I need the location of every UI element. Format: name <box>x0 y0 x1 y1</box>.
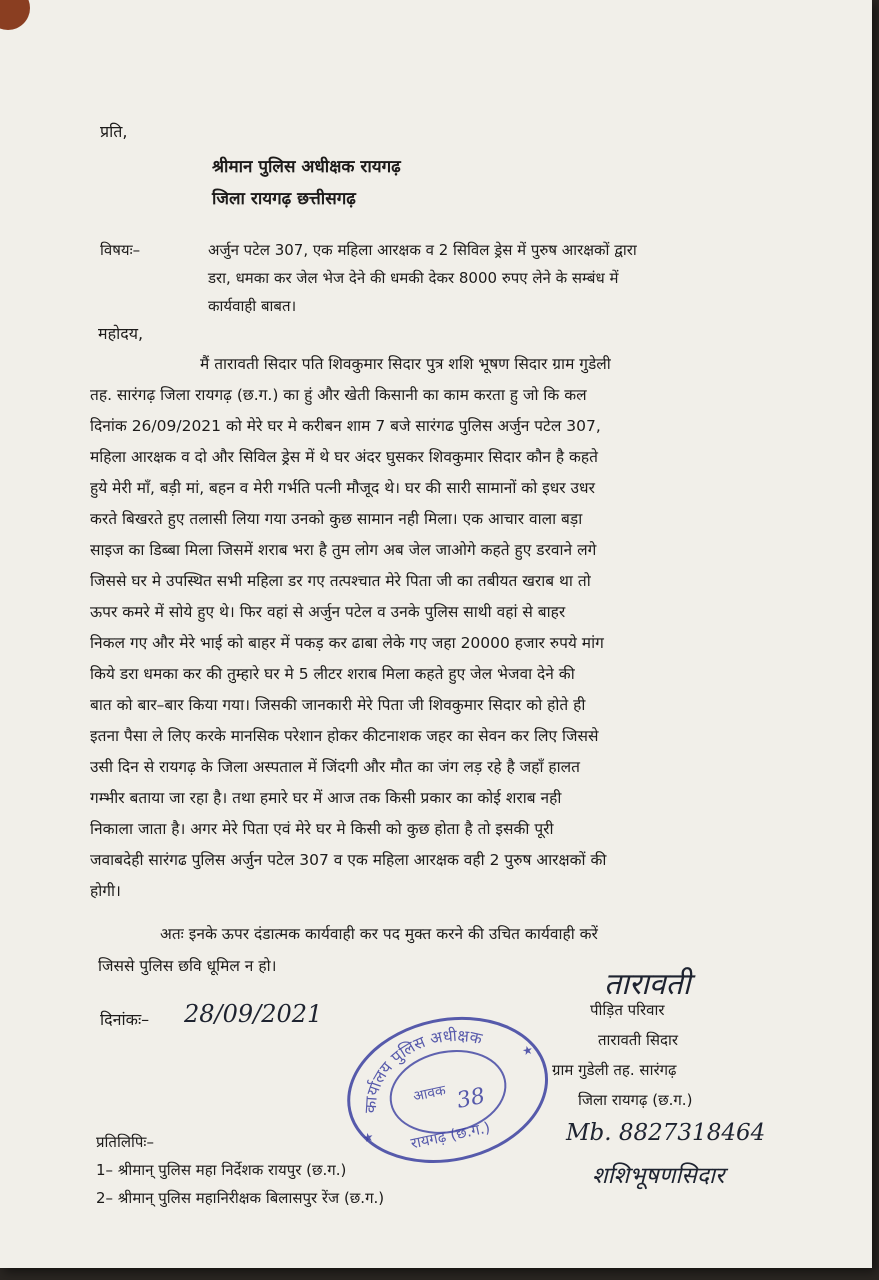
signature: तारावती <box>604 967 691 1002</box>
addressee-line-2: जिला रायगढ़ छत्तीसगढ़ <box>212 189 356 209</box>
second-signature: शशिभूषणसिदार <box>592 1163 725 1189</box>
subject-line: डरा, धमका कर जेल भेज देने की धमकी देकर 8000 रुपए लेने के सम्बंध में <box>208 269 619 287</box>
subject-line: कार्यवाही बाबत। <box>208 297 297 315</box>
body-line: जवाबदेही सारंगढ पुलिस अर्जुन पटेल 307 व एक महिला आरक्षक वही 2 पुरुष आरक्षकों की <box>90 851 607 869</box>
stamp-star-icon: ★ <box>361 1129 375 1146</box>
body-line: उसी दिन से रायगढ़ के जिला अस्पताल में जिंदगी और मौत का जंग लड़ रहे है जहाँ हालत <box>90 758 581 776</box>
body-line: किये डरा धमका कर की तुम्हारे घर मे 5 लीटर शराब मिला कहते हुए जेल भेजवा देने की <box>90 665 575 683</box>
body-line: होगी। <box>90 882 121 900</box>
body-line: गम्भीर बताया जा रहा है। तथा हमारे घर में आज तक किसी प्रकार का कोई शराब नही <box>90 789 562 807</box>
office-stamp <box>329 992 566 1182</box>
subject-label: विषयः– <box>100 241 141 259</box>
body-line: निकल गए और मेरे भाई को बाहर में पकड़ कर ढाबा लेके गए जहा 20000 हजार रुपये मांग <box>90 634 604 652</box>
stamp-number: 38 <box>454 1083 488 1114</box>
sender-line: जिला रायगढ़ (छ.ग.) <box>578 1091 693 1109</box>
body-line: करते बिखरते हुए तलासी लिया गया उनको कुछ सामान नही मिला। एक आचार वाला बड़ा <box>90 510 583 528</box>
body-line: तह. सारंगढ़ जिला रायगढ़ (छ.ग.) का हुं और खेती किसानी का काम करता हु जो कि कल <box>90 386 587 404</box>
body-line: हुये मेरी माँ, बड़ी मां, बहन व मेरी गर्भति पत्नी मौजूद थे। घर की सारी सामानों को इधर उधर <box>90 479 595 497</box>
to-label: प्रति, <box>100 122 128 141</box>
body-line: निकाला जाता है। अगर मेरे पिता एवं मेरे घर मे किसी को कुछ होता है तो इसकी पूरी <box>90 820 554 838</box>
handwritten-date: 28/09/2021 <box>184 1000 323 1028</box>
cc-label: प्रतिलिपिः– <box>96 1133 154 1151</box>
handwritten-mobile: Mb. 8827318464 <box>566 1120 766 1146</box>
page-corner-shadow <box>0 0 30 30</box>
salutation: महोदय, <box>98 324 144 343</box>
request-line: जिससे पुलिस छवि धूमिल न हो। <box>98 957 277 975</box>
date-label: दिनांकः– <box>100 1010 150 1029</box>
body-line: ऊपर कमरे में सोये हुए थे। फिर वहां से अर्जुन पटेल व उनके पुलिस साथी वहां से बाहर <box>90 603 566 621</box>
stamp-bottom-text: रायगढ़ (छ.ग.) <box>409 1118 492 1153</box>
sender-line: ग्राम गुडेली तह. सारंगढ़ <box>552 1061 677 1079</box>
body-line: मैं तारावती सिदार पति शिवकुमार सिदार पुत्र शशि भूषण सिदार ग्राम गुडेली <box>200 355 611 373</box>
addressee-line-1: श्रीमान पुलिस अधीक्षक रायगढ़ <box>212 157 401 177</box>
request-line: अतः इनके ऊपर दंडात्मक कार्यवाही कर पद मुक्त करने की उचित कार्यवाही करें <box>160 925 598 943</box>
body-line: जिससे घर मे उपस्थित सभी महिला डर गए तत्पश्चात मेरे पिता जी का तबीयत खराब था तो <box>90 572 591 590</box>
sender-line: पीड़ित परिवार <box>590 1001 665 1019</box>
body-line: साइज का डिब्बा मिला जिसमें शराब भरा है तुम लोग अब जेल जाओगे कहते हुए डरवाने लगे <box>90 541 597 559</box>
cc-item: 1– श्रीमान् पुलिस महा निर्देशक रायपुर (छ.ग.) <box>96 1161 347 1179</box>
subject-line: अर्जुन पटेल 307, एक महिला आरक्षक व 2 सिविल ड्रेस में पुरुष आरक्षकों द्वारा <box>208 241 637 259</box>
sender-line: तारावती सिदार <box>598 1031 679 1049</box>
body-line: दिनांक 26/09/2021 को मेरे घर मे करीबन शाम 7 बजे सारंगढ पुलिस अर्जुन पटेल 307, <box>90 417 601 435</box>
body-line: महिला आरक्षक व दो और सिविल ड्रेस में थे घर अंदर घुसकर शिवकुमार सिदार कौन है कहते <box>90 448 598 466</box>
stamp-star-icon: ★ <box>520 1042 535 1059</box>
cc-item: 2– श्रीमान् पुलिस महानिरीक्षक बिलासपुर रेंज (छ.ग.) <box>96 1189 385 1207</box>
body-line: इतना पैसा ले लिए करके मानसिक परेशान होकर कीटनाशक जहर का सेवन कर लिए जिससे <box>90 727 599 745</box>
stamp-outer-text: कार्यालय पुलिस अधीक्षक <box>360 1025 484 1114</box>
body-line: बात को बार–बार किया गया। जिसकी जानकारी मेरे पिता जी शिवकुमार सिदार को होते ही <box>90 696 586 714</box>
stamp-inner-text: आवक <box>411 1082 448 1106</box>
